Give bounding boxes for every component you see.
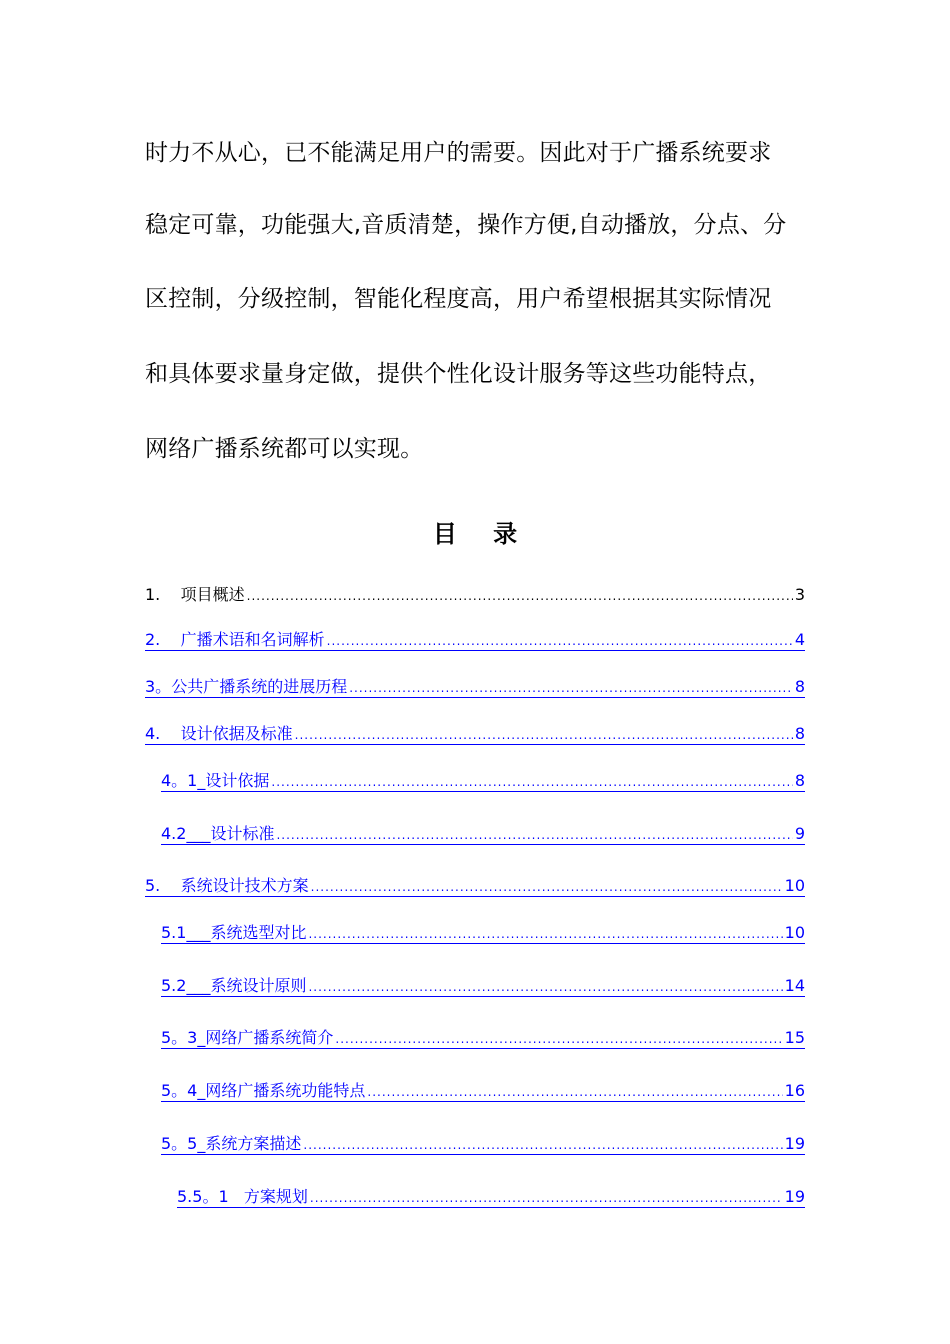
toc-entry-title: 设计标准 bbox=[210, 824, 275, 843]
toc-dot-leader bbox=[308, 924, 782, 944]
toc-dot-leader bbox=[295, 725, 793, 745]
toc-entry-link[interactable] bbox=[161, 976, 805, 997]
toc-entry[interactable] bbox=[145, 585, 805, 605]
paragraph-line: 时力不从心，已不能满足用户的需要。因此对于广播系统要求 bbox=[145, 140, 772, 166]
toc-entry-link[interactable] bbox=[161, 1081, 805, 1102]
toc-dot-leader bbox=[311, 877, 783, 897]
toc-entry-number: 5。3_ bbox=[161, 1028, 206, 1047]
paragraph-line: 和具体要求量身定做，提供个性化设计服务等这些功能特点， bbox=[145, 361, 772, 387]
toc-entry-link[interactable] bbox=[145, 724, 805, 745]
toc-entry-page: 15 bbox=[784, 1028, 805, 1047]
toc-dot-leader bbox=[271, 772, 792, 792]
toc-entry-number: 3。 bbox=[145, 677, 172, 696]
toc-entry-number: 5. bbox=[145, 876, 161, 895]
toc-entry-title: 网络广播系统功能特点 bbox=[205, 1081, 366, 1100]
toc-entry-number: 5.1 bbox=[161, 923, 187, 942]
toc-entry-page: 14 bbox=[784, 976, 805, 995]
toc-entry-link[interactable] bbox=[161, 923, 805, 944]
toc-entry-number: 5。4_ bbox=[161, 1081, 206, 1100]
toc-entry-link[interactable] bbox=[145, 677, 805, 698]
toc-dot-leader bbox=[303, 1135, 782, 1155]
toc-entry-gap: ___ bbox=[186, 824, 211, 843]
toc-dot-leader bbox=[276, 825, 792, 845]
toc-entry-page: 3 bbox=[794, 585, 805, 604]
toc-dot-leader bbox=[247, 586, 793, 606]
toc-dot-leader bbox=[310, 1188, 783, 1208]
toc-dot-leader bbox=[335, 1029, 782, 1049]
toc-entry-number: 4.2 bbox=[161, 824, 187, 843]
toc-entry-link[interactable] bbox=[161, 824, 805, 845]
toc-title: 目 录 bbox=[432, 520, 532, 548]
toc-dot-leader bbox=[308, 977, 782, 997]
toc-entry-gap bbox=[160, 876, 180, 896]
paragraph-line: 稳定可靠，功能强大,音质清楚，操作方便,自动播放，分点、分 bbox=[145, 212, 787, 238]
toc-entry-gap bbox=[160, 724, 180, 744]
toc-entry-gap: ___ bbox=[186, 976, 211, 995]
toc-entry-page: 8 bbox=[794, 677, 805, 696]
toc-entry-title: 方案规划 bbox=[243, 1187, 308, 1206]
toc-entry-gap: ___ bbox=[186, 923, 211, 942]
toc-entry-gap bbox=[229, 1187, 244, 1207]
toc-entry-gap bbox=[160, 630, 180, 650]
toc-entry-title: 系统方案描述 bbox=[205, 1134, 302, 1153]
toc-entry-title: 系统设计原则 bbox=[210, 976, 307, 995]
toc-entry-page: 4 bbox=[794, 630, 805, 649]
toc-entry-link[interactable] bbox=[177, 1187, 805, 1208]
toc-entry-page: 19 bbox=[784, 1187, 805, 1206]
toc-dot-leader bbox=[327, 631, 793, 651]
toc-entry-title: 设计依据及标准 bbox=[180, 724, 293, 743]
paragraph-line: 网络广播系统都可以实现。 bbox=[145, 436, 424, 462]
toc-entry-title: 项目概述 bbox=[180, 585, 245, 604]
toc-entry-title: 广播术语和名词解析 bbox=[180, 630, 325, 649]
toc-entry-page: 16 bbox=[784, 1081, 805, 1100]
toc-entry-link[interactable] bbox=[145, 630, 805, 651]
toc-entry-page: 8 bbox=[794, 724, 805, 743]
toc-entry-title: 系统选型对比 bbox=[210, 923, 307, 942]
paragraph-line: 区控制，分级控制，智能化程度高，用户希望根据其实际情况 bbox=[145, 286, 772, 312]
toc-entry-page: 10 bbox=[784, 923, 805, 942]
toc-entry-number: 5.2 bbox=[161, 976, 187, 995]
toc-entry-number: 5。5_ bbox=[161, 1134, 206, 1153]
toc-entry-link[interactable] bbox=[161, 1028, 805, 1049]
toc-entry-link[interactable] bbox=[145, 876, 805, 897]
toc-entry-gap bbox=[160, 585, 180, 605]
toc-entry-page: 8 bbox=[794, 771, 805, 790]
toc-entry-title: 设计依据 bbox=[205, 771, 270, 790]
toc-entry-title: 网络广播系统简介 bbox=[205, 1028, 334, 1047]
toc-dot-leader bbox=[349, 678, 793, 698]
toc-entry-number: 4. bbox=[145, 724, 161, 743]
toc-entry-number: 5.5。1 bbox=[177, 1187, 229, 1206]
toc-entry-title: 系统设计技术方案 bbox=[180, 876, 309, 895]
toc-entry-link[interactable] bbox=[161, 771, 805, 792]
toc-entry-link[interactable] bbox=[161, 1134, 805, 1155]
toc-entry-number: 4。1_ bbox=[161, 771, 206, 790]
toc-entry-title: 公共广播系统的进展历程 bbox=[171, 677, 348, 696]
toc-entry-page: 10 bbox=[784, 876, 805, 895]
toc-dot-leader bbox=[367, 1082, 782, 1102]
toc-entry-number: 2. bbox=[145, 630, 161, 649]
toc-entry-page: 19 bbox=[784, 1134, 805, 1153]
toc-entry-number: 1. bbox=[145, 585, 161, 604]
toc-entry-page: 9 bbox=[794, 824, 805, 843]
